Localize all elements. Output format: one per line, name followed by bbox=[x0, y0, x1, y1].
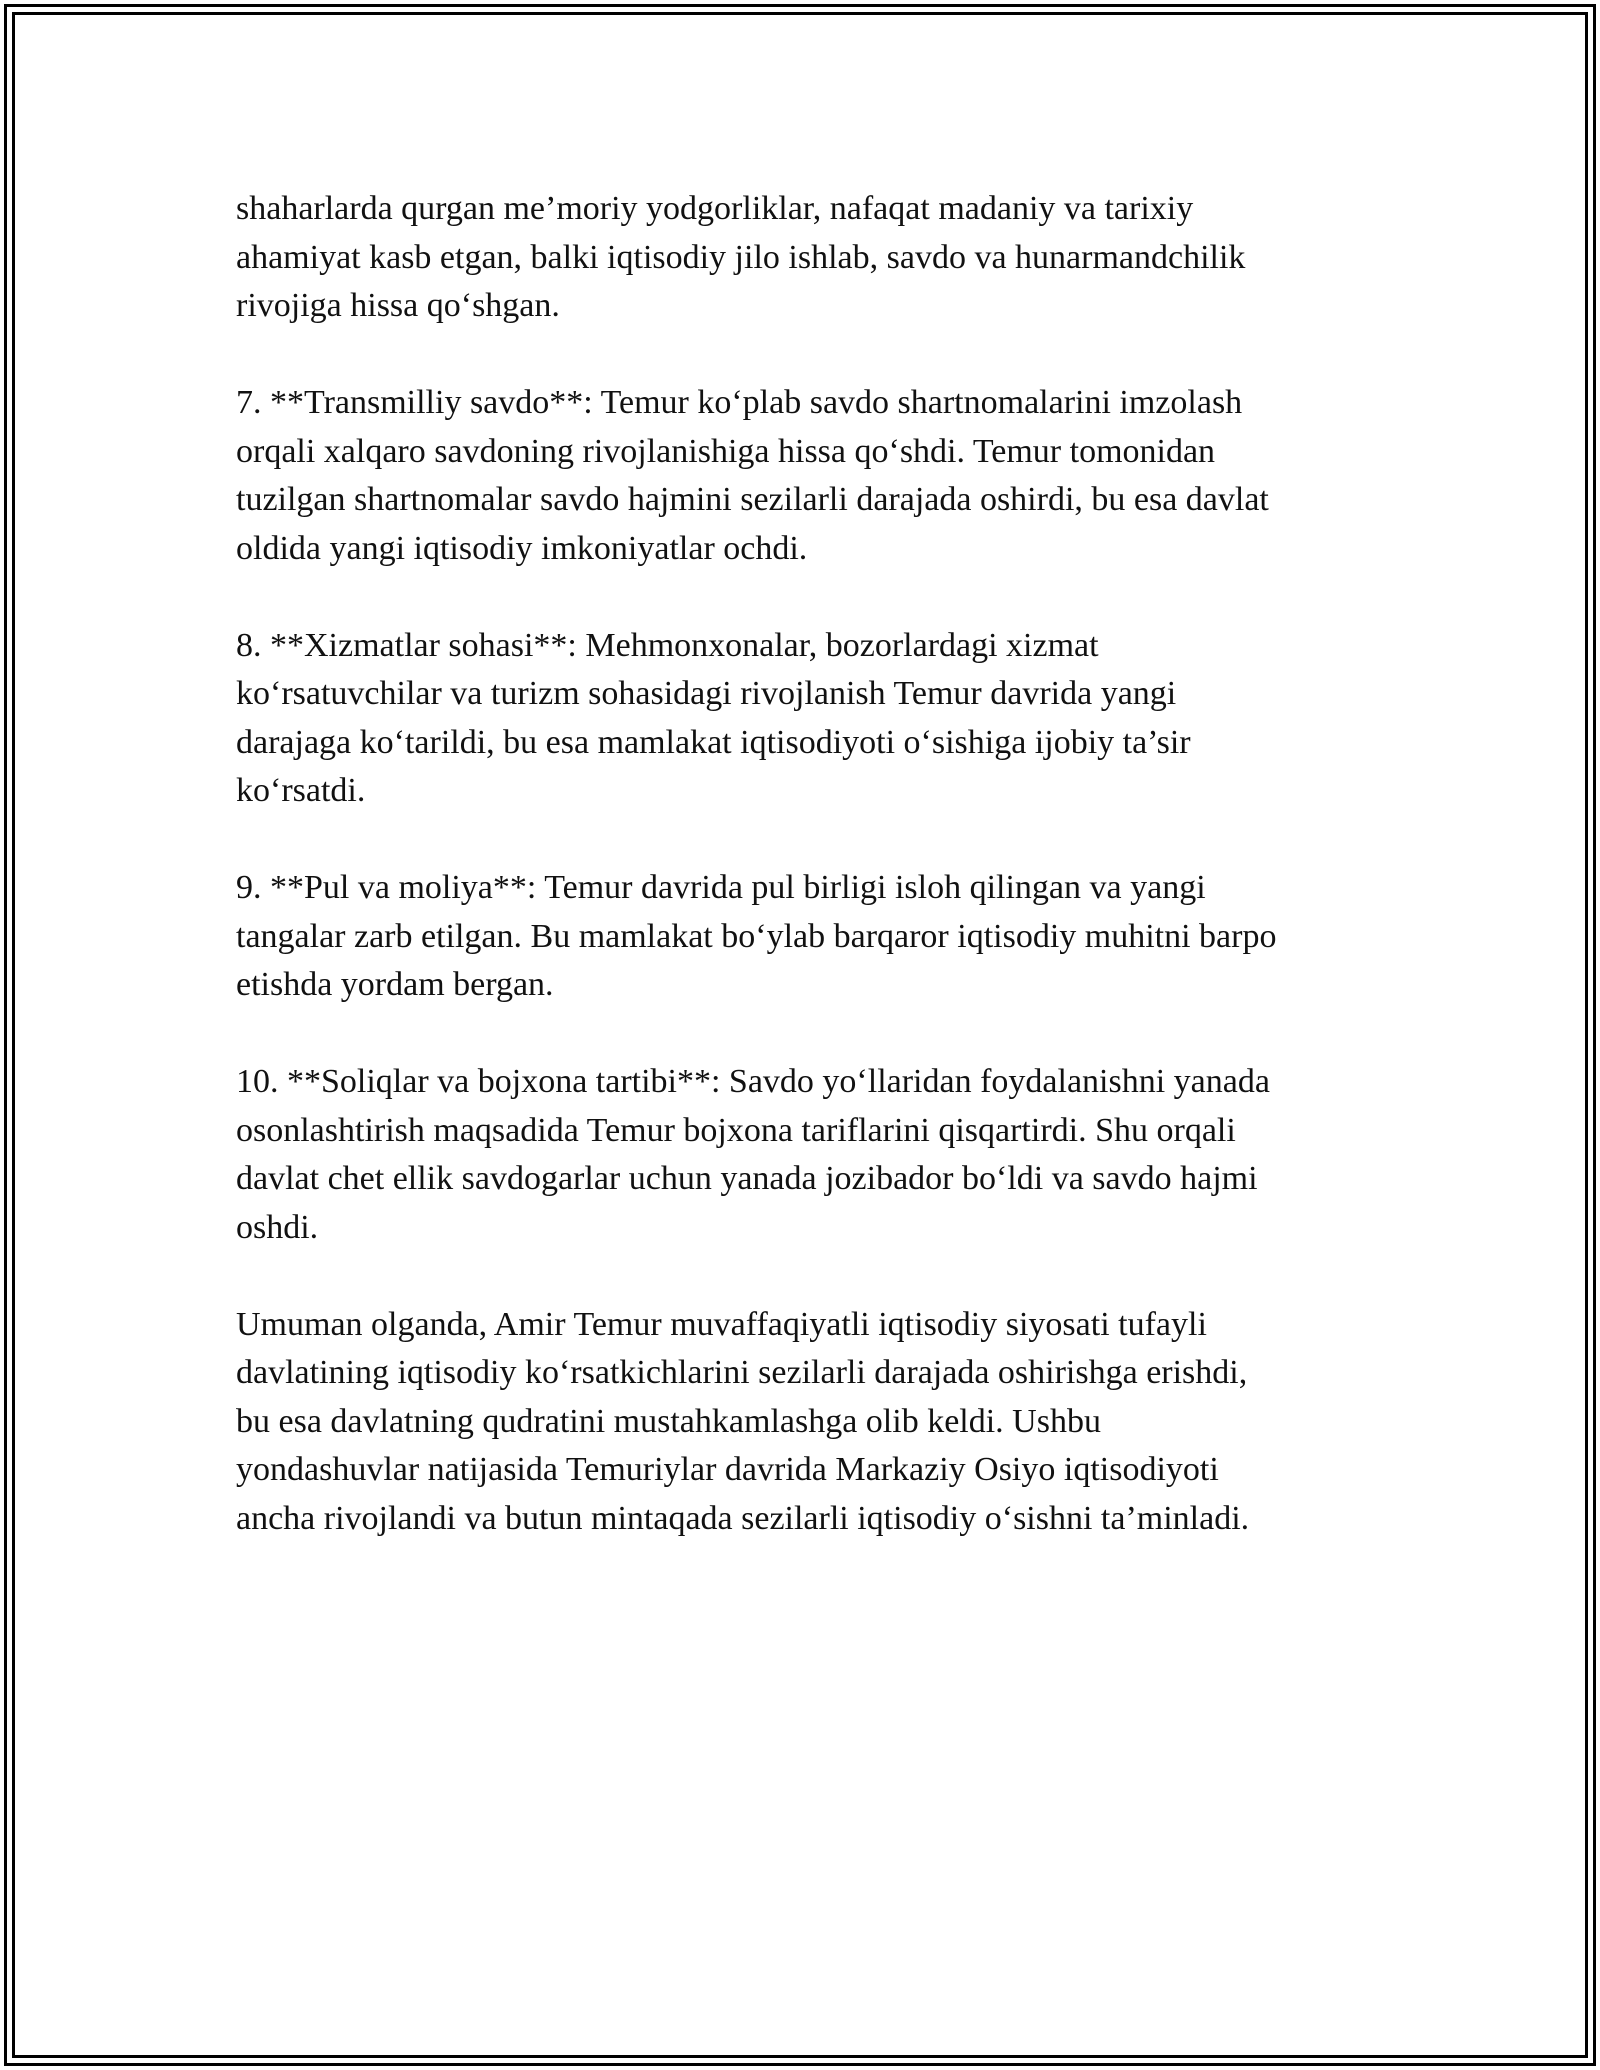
paragraph-item-8: 8. **Xizmatlar sohasi**: Mehmonxonalar, bozorlardagi xizmat ko‘rsatuvchilar va turizm sohasidagi rivojlanish Temur davrida yangi darajaga ko‘tarildi, bu esa mamlakat iqtisodiyoti o‘sishiga ijobiy ta’sir ko‘rsatdi. bbox=[236, 626, 1191, 809]
document-body bbox=[236, 185, 1386, 1543]
paragraph-item-10: 10. **Soliqlar va bojxona tartibi**: Savdo yo‘llaridan foydalanishni yanada osonlashtirish maqsadida Temur bojxona tariflarini qisqartirdi. Shu orqali davlat chet ellik savdogarlar uchun yanada jozibador bo‘ldi va savdo hajmi oshdi. bbox=[236, 1063, 1270, 1246]
paragraph-item-7: 7. **Transmilliy savdo**: Temur ko‘plab savdo shartnomalarini imzolash orqali xalqaro savdoning rivojlanishiga hissa qo‘shdi. Temur tomonidan tuzilgan shartnomalar savdo hajmini sezilarli darajada oshirdi, bu esa davlat oldida yangi iqtisodiy imkoniyatlar ochdi. bbox=[236, 384, 1269, 567]
paragraph-continuation: shaharlarda qurgan me’moriy yodgorliklar, nafaqat madaniy va tarixiy ahamiyat kasb etgan, balki iqtisodiy jilo ishlab, savdo va hunarmandchilik rivojiga hissa qo‘shgan. bbox=[236, 190, 1246, 324]
paragraph-conclusion: Umuman olganda, Amir Temur muvaffaqiyatli iqtisodiy siyosati tufayli davlatining iqtisodiy ko‘rsatkichlarini sezilarli darajada oshirishga erishdi, bu esa davlatning qudratini mustahkamlashga olib keldi. Ushbu yondashuvlar natijasida Temuriylar davrida Markaziy Osiyo iqtisodiyoti ancha rivojlandi va butun mintaqada sezilarli iqtisodiy o‘sishni ta’minladi. bbox=[236, 1305, 1250, 1537]
paragraph-item-9: 9. **Pul va moliya**: Temur davrida pul birligi isloh qilingan va yangi tangalar zarb etilgan. Bu mamlakat bo‘ylab barqaror iqtisodiy muhitni barpo etishda yordam bergan. bbox=[236, 869, 1277, 1003]
